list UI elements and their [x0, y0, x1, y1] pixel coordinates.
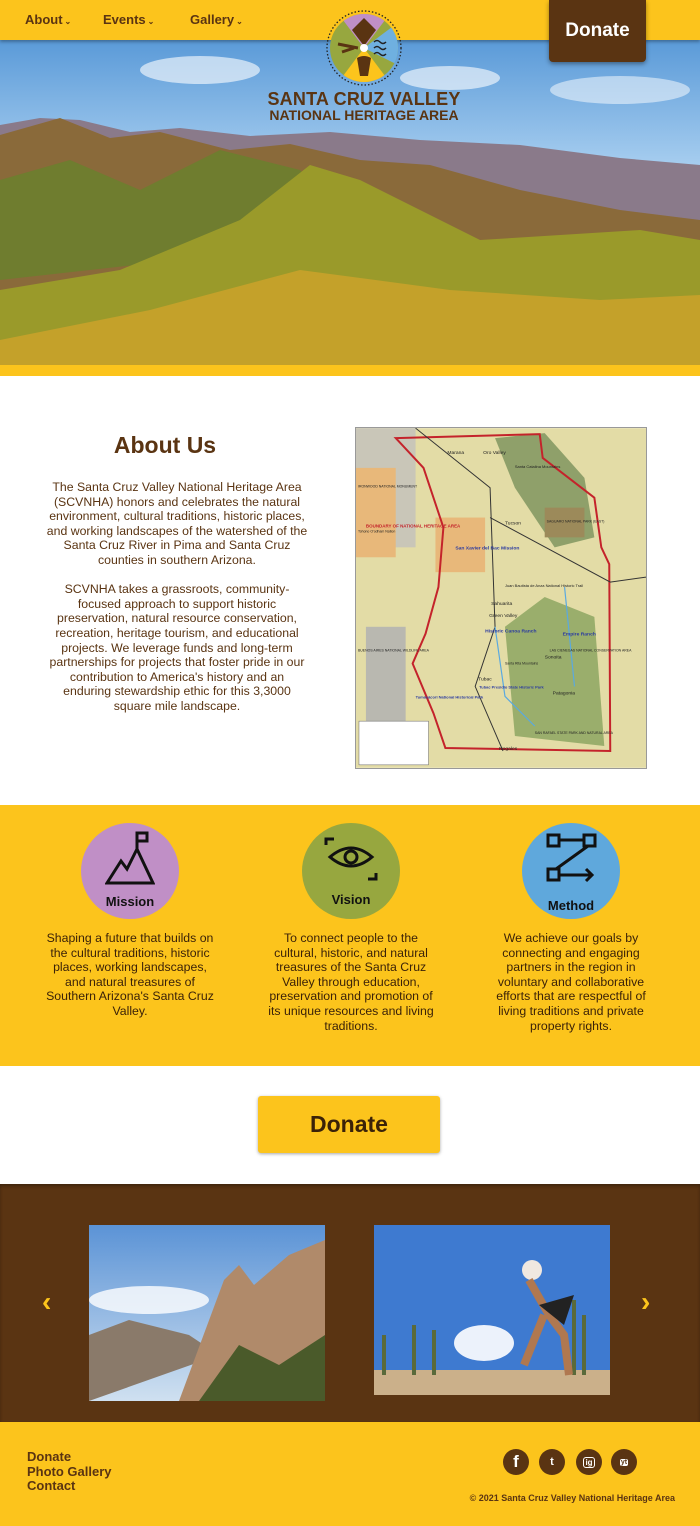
pillar-vision [266, 823, 436, 1033]
map-label: Green Valley [489, 613, 518, 619]
instagram-glyph: ig [585, 1457, 593, 1467]
pillar-text: To connect people to the cultural, historic, and natural treasures of the Santa Cruz Valley through education, preservation and promotion of its unique resources and living traditions. [268, 931, 434, 1033]
map-label: BUENOS AIRES NATIONAL WILDLIFE AREA [357, 648, 429, 653]
photo-carousel [0, 1184, 700, 1422]
pillar-label: Mission [105, 894, 155, 909]
copyright: © 2021 Santa Cruz Valley National Heritage Area [469, 1493, 675, 1503]
footer-links [27, 1450, 112, 1494]
vision-badge [302, 823, 400, 919]
carousel-photo-rock-spires[interactable] [89, 1225, 325, 1401]
map-label: San Xavier del Bac Mission [455, 546, 520, 552]
about-text [46, 480, 308, 728]
footer-link-donate[interactable]: Donate [27, 1449, 72, 1464]
donate-header-button[interactable]: Donate [549, 0, 646, 62]
facebook-glyph: f [513, 1452, 519, 1471]
footer [0, 1422, 700, 1526]
map-label: Sonoita [544, 655, 562, 661]
pillars-section [0, 805, 700, 1066]
nav-events[interactable] [103, 12, 154, 27]
map-label: SAGUARO NATIONAL PARK (EAST) [546, 519, 605, 524]
map-label: Tucson [504, 521, 522, 527]
mountain-flag-icon [105, 831, 155, 887]
map-label: BOUNDARY OF NATIONAL HERITAGE AREA [365, 523, 461, 529]
donate-button[interactable]: Donate [258, 1096, 440, 1153]
pillar-text: Shaping a future that builds on the cultural traditions, historic places, working landscapes, and natural treasures of Southern Arizona's Santa Cruz Valley. [46, 931, 214, 1018]
footer-link-photo-gallery[interactable]: Photo Gallery [27, 1463, 112, 1479]
map-label: Tubac Presidio State Historic Park [479, 684, 544, 690]
map-label: IRONWOOD NATIONAL MONUMENT [357, 484, 418, 489]
twitter-icon[interactable] [539, 1449, 565, 1475]
map-label: Sahuarita [491, 601, 513, 607]
map-label: Nogales [499, 746, 518, 752]
chevron-down-icon: ⌄ [236, 17, 243, 26]
map-label: Santa Rita Mountains [504, 661, 539, 666]
youtube-glyph: yt [620, 1458, 628, 1466]
map-label: Tumacácori National Historical Park [415, 694, 484, 700]
nav-label: Gallery [190, 12, 235, 27]
heritage-area-map [355, 427, 647, 769]
nav-gallery[interactable] [190, 12, 243, 27]
nav-label: Events [103, 12, 146, 27]
pillar-text: We achieve our goals by connecting and engaging partners in the region in voluntary and collaborative efforts that are respectful of living traditions and private property rights. [496, 931, 646, 1033]
facebook-icon[interactable] [503, 1449, 529, 1475]
instagram-icon[interactable] [576, 1449, 602, 1475]
map-label: SAN RAFAEL STATE PARK AND NATURAL AREA [534, 731, 613, 736]
map-label: Santa Catalina Mountains [514, 463, 561, 469]
chevron-down-icon: ⌄ [64, 17, 72, 26]
map-label: LAS CIENEGAS NATIONAL CONSERVATION AREA [549, 648, 632, 653]
footer-link-contact[interactable]: Contact [27, 1478, 76, 1494]
logo-subtitle: NATIONAL HERITAGE AREA [269, 107, 459, 123]
map-label: Historic Canoa Ranch [485, 629, 537, 635]
logo-title: SANTA CRUZ VALLEY [267, 89, 461, 109]
site-logo[interactable] [264, 8, 464, 126]
pillar-label: Vision [331, 892, 371, 907]
twitter-glyph: t [550, 1456, 554, 1468]
pillar-method [486, 823, 656, 1033]
about-paragraph: SCVNHA takes a grassroots, community-focused approach to support historic preservation, natural resource conservation, recreation, heritage tourism, and educational projects. We leverage funds and long-term partnerships for projects that foster pride in our contribution to America's history and an enduring stewardship ethic for this 3,3000 square mile landscape. [49, 582, 305, 713]
workflow-icon [546, 831, 598, 885]
carousel-next-arrow-icon[interactable]: › [641, 1286, 651, 1317]
map-label: Juan Bautista de Anza National Historic Trail [504, 583, 584, 589]
about-paragraph: The Santa Cruz Valley National Heritage Area (SCVNHA) honors and celebrates the natural environment, cultural traditions, historic places, and working landscapes of the watershed of the Santa Cruz River in Pima and Santa Cruz counties in southern Arizona. [46, 480, 308, 567]
nav-label: About [25, 12, 63, 27]
carousel-photo-deer-dancer[interactable] [374, 1225, 610, 1395]
logo-emblem-icon [324, 8, 404, 88]
map-label: Tohono O'odham Nation [357, 529, 396, 534]
method-badge [522, 823, 620, 919]
youtube-icon[interactable] [611, 1449, 637, 1475]
mission-badge [81, 823, 179, 919]
pillar-mission [45, 823, 215, 1019]
pillar-label: Method [547, 898, 595, 913]
divider-strip [0, 365, 700, 376]
map-label: Empire Ranch [562, 632, 596, 638]
map-legend [359, 721, 429, 765]
about-title: About Us [113, 432, 217, 458]
carousel-prev-arrow-icon[interactable]: ‹ [42, 1286, 52, 1317]
map-label: Patagonia [552, 691, 575, 697]
chevron-down-icon: ⌄ [147, 17, 155, 26]
map-label: Marana [447, 450, 465, 456]
map-label: Tubac [478, 677, 492, 683]
map-label: Oro Valley [483, 450, 506, 456]
eye-icon [324, 837, 378, 881]
nav-about[interactable] [25, 12, 71, 27]
